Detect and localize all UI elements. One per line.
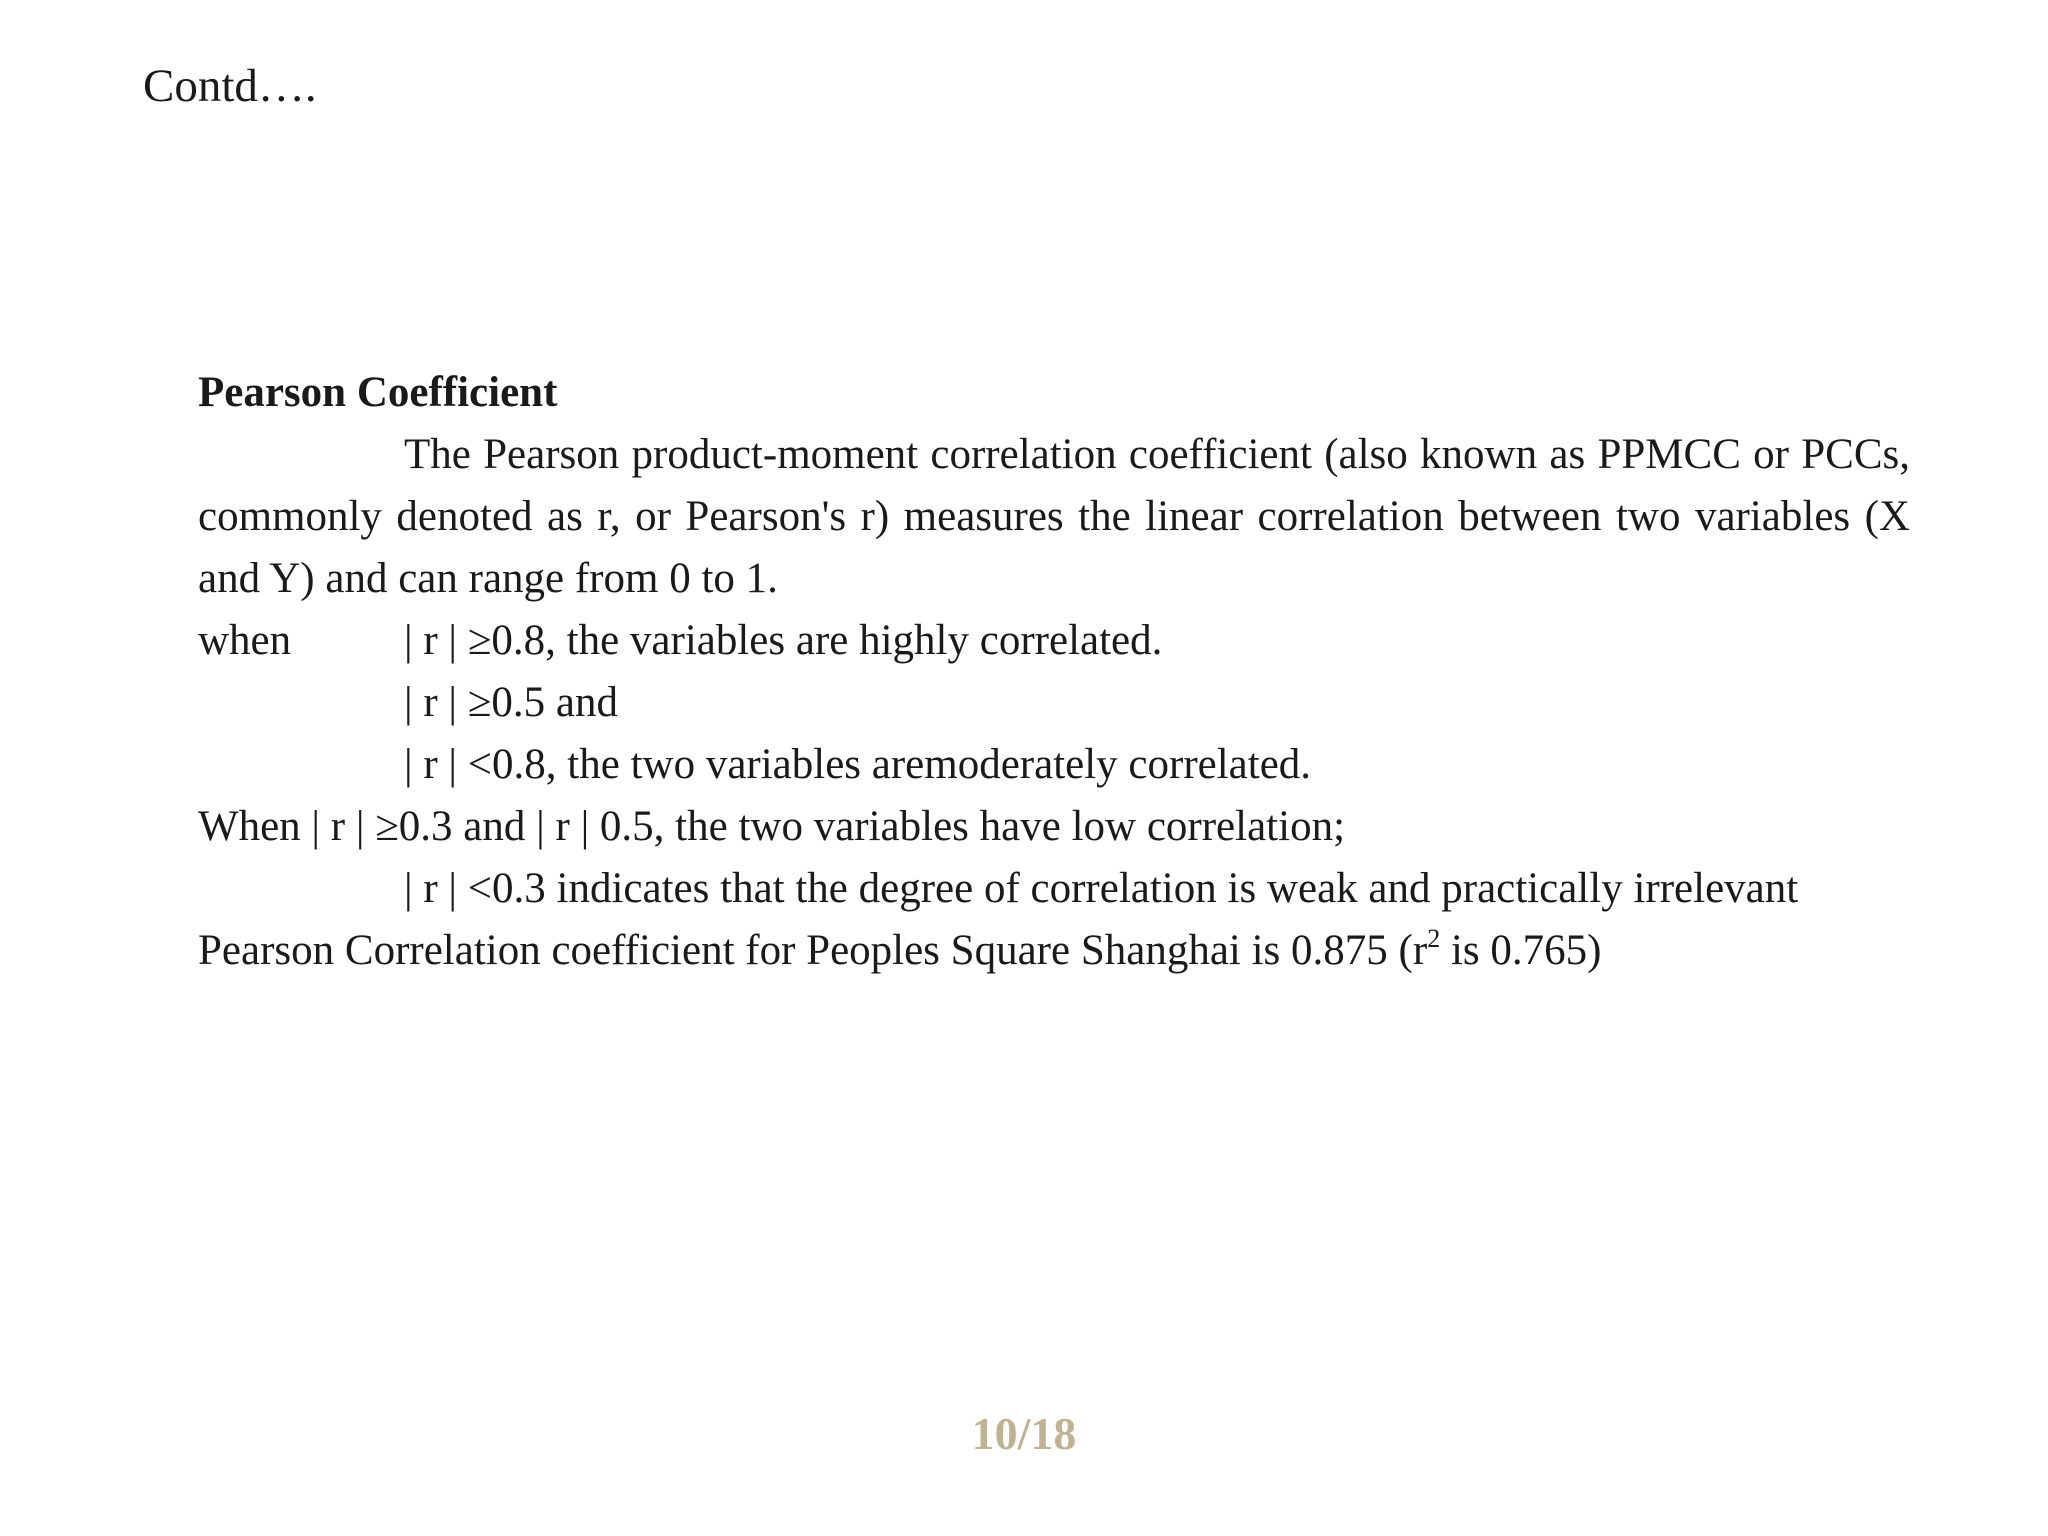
rule-high-correlation: [198, 610, 1910, 672]
definition-paragraph: The Pearson product-moment correlation coefficient (also known as PPMCC or PCCs, commonly denoted as r, or Pearson's r) measures the linear correlation between two variables (X and Y) and can range from 0 to 1.: [198, 431, 1910, 602]
continuation-title: Contd….: [143, 60, 317, 112]
page-number: 10/18: [971, 1408, 1077, 1459]
result-statement: [198, 920, 1910, 982]
rule-low-correlation: When | r | ≥0.3 and | r | 0.5, the two variables have low correlation;: [198, 803, 1346, 850]
rule-moderate-line-2: | r | <0.8, the two variables aremoderately correlated.: [404, 741, 1312, 788]
rule-lead-word: when: [198, 617, 292, 664]
rule-moderate-line-1: | r | ≥0.5 and: [404, 679, 618, 726]
result-superscript: 2: [1427, 924, 1441, 953]
section-heading: Pearson Coefficient: [198, 369, 558, 416]
rule-high-text: | r | ≥0.8, the variables are highly correlated.: [404, 617, 1163, 664]
result-text-end: is 0.765): [1440, 927, 1602, 974]
rule-weak-correlation: | r | <0.3 indicates that the degree of correlation is weak and practically irrelevant: [404, 865, 1799, 912]
result-text: Pearson Correlation coefficient for Peoples Square Shanghai is 0.875 (r: [198, 927, 1428, 974]
slide-content: [198, 362, 1910, 982]
